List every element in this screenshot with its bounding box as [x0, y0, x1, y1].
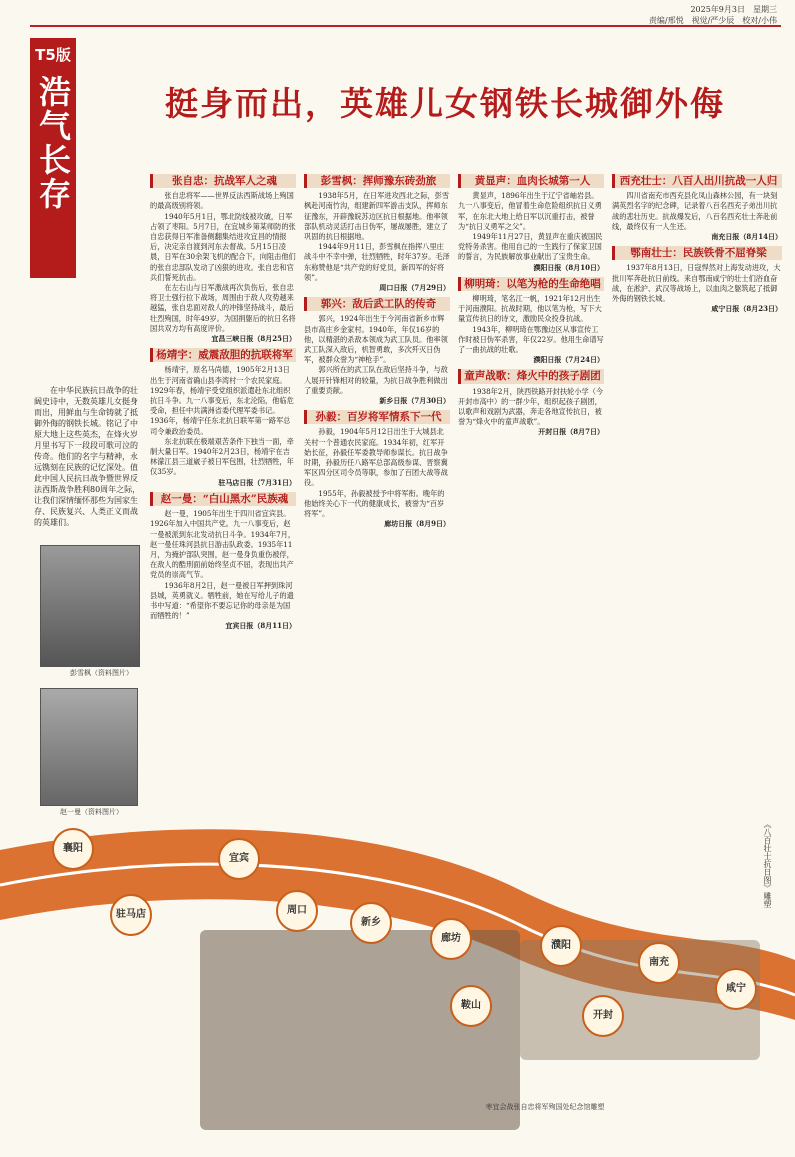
route-stop: 鞍山 — [450, 985, 492, 1027]
paragraph: 赵一曼，1905年出生于四川省宜宾县。1926年加入中国共产党。九一八事变后，赵一曼被派到东北发动抗日斗争。1934年7月，赵一曼任珠河县抗日游击队政委。1935年11月，为掩护部队突围，赵一曼身负重伤被俘，在敌人的酷刑面前始终坚贞不屈，表现出共产党员的崇高气节。 — [150, 509, 296, 580]
route-stop: 周口 — [276, 890, 318, 932]
section-heading: 张自忠：抗战军人之魂 — [150, 174, 296, 188]
section-heading: 童声战歌：烽火中的孩子剧团 — [458, 369, 604, 383]
paragraph: 1936年8月2日，赵一曼被日军押到珠河县城，英勇就义。牺牲前，她在写给儿子的遗书中写道：“希望你不要忘记你的母亲是为国而牺牲的！” — [150, 580, 294, 621]
section-heading: 赵一曼：“白山黑水”民族魂 — [150, 492, 296, 506]
headline: 挺身而出，英雄儿女钢铁长城御外侮 — [165, 84, 725, 123]
article-column — [150, 170, 296, 810]
route-stop: 廊坊 — [430, 918, 472, 960]
section-title: 浩气长存 — [34, 75, 72, 211]
photo-caption: 赵一曼（资料图片） — [60, 808, 123, 816]
source-note: 开封日报（8月7日） — [538, 427, 604, 437]
paragraph: 柳明琦，笔名江一帆，1921年12月出生于河南濮阳。抗战时期，他以笔为枪，写下大量宣传抗日的诗文，激励民众投身抗战。 — [458, 294, 602, 324]
section-heading: 黄显声：血肉长城第一人 — [458, 174, 604, 188]
section-banner — [30, 38, 76, 278]
source-note: 南充日报（8月14日） — [711, 232, 782, 242]
paragraph: 杨靖宇，原名马尚德，1905年2月13日出生于河南省确山县李湾村一个农民家庭。1929年春，杨靖宇受党组织派遣赴东北组织抗日斗争。九一八事变后，东北沦陷，他临危受命，担任中共满洲省委代理军委书记。1936年，杨靖宇任东北抗日联军第一路军总司令兼政治委员。 — [150, 365, 294, 436]
paragraph: 郭兴所在的武工队在敌后坚持斗争，与敌人展开针锋相对的较量，为抗日战争胜利做出了重要贡献。 — [304, 365, 448, 395]
source-note: 濮阳日报（7月24日） — [533, 355, 604, 365]
photo-caption: 彭雪枫（资料图片） — [70, 669, 133, 677]
paragraph: 1940年5月1日，鄂北防线被攻破，日军占领了枣阳。5月7日，在宜城乡第某师防的张自忠获得日军准备侧翻集结进攻宜昌的情报后，决定亲自渡到河东去督战。5月15日凌晨，日军在30余架飞机的配合下，向阻击他们的张自忠部队发动了凶狠的进攻。张自忠和官兵们誓死抗击。 — [150, 211, 296, 282]
portrait-photo — [40, 545, 140, 667]
source-note: 周口日报（7月29日） — [379, 283, 450, 293]
source-note: 廊坊日报（8月9日） — [384, 519, 450, 529]
paragraph: 1937年8月13日，日寇悍然对上海发动进攻，大批川军奔赴抗日前线。来自鄂南咸宁的壮士们浴血奋战，在淞沪、武汉等战场上，以血肉之躯筑起了抵御外侮的钢铁长城。 — [612, 263, 781, 304]
route-stop: 南充 — [638, 942, 680, 984]
article-column — [304, 170, 450, 810]
paragraph: 1955年，孙毅被授予中将军衔。晚年的他始终关心下一代的健康成长，被誉为“百岁将军”。 — [304, 488, 445, 519]
source-note: 宜宾日报（8月11日） — [225, 621, 296, 631]
paragraph: 孙毅，1904年5月12日出生于大城县北关村一个普通农民家庭。1934年初，红军开始长征，孙毅任军委教导师参谋长。抗日战争时期，孙毅历任八路军总部高级参谋、晋察冀军区四分区司令员等职，参加了百团大战等战役。 — [304, 427, 448, 488]
section-heading: 鄂南壮士：民族铁骨不屈脊梁 — [612, 246, 782, 260]
source-note: 宜昌三峡日报（8月25日） — [211, 334, 296, 344]
section-heading: 西充壮士：八百人出川抗战一人归 — [612, 174, 782, 188]
source-note: 驻马店日报（7月31日） — [218, 477, 296, 487]
paragraph: 1938年2月，陕西铁路开封扶轮小学（今开封市高中）的一群少年，组织起孩子剧团，以歌声和戏剧为武器，奔走各地宣传抗日，被誉为“烽火中的童声战歌”。 — [458, 386, 604, 427]
paragraph: 1938年5月，在日军进攻西北之际，彭雪枫赴河南竹沟，组建新四军游击支队，挥师东征豫东，开辟豫皖苏边区抗日根据地。他率领部队机动灵活打击日伪军，屡战屡胜，建立了巩固的抗日根据地。 — [304, 191, 450, 242]
paragraph: 东北抗联在极端艰苦条件下独当一面，牵制大量日军。1940年2月23日，杨靖宇在吉林濛江县三道崴子被日军包围，壮烈牺牲，年仅35岁。 — [150, 436, 294, 477]
route-ribbon — [0, 810, 795, 1153]
issue-date: 2025年9月3日 星期三 — [690, 5, 777, 14]
page-header — [0, 0, 795, 30]
paragraph: 张自忠将军——世界反法西斯战场上殉国的最高级别将领。 — [150, 191, 294, 211]
paragraph: 1944年9月11日，彭雪枫在指挥八里庄战斗中不幸中弹，壮烈牺牲，时年37岁。毛泽东称赞他是“共产党的好党员，新四军的好将领”。 — [304, 242, 450, 282]
paragraph: 1949年11月27日，黄显声在重庆被国民党特务杀害。他用自己的一生践行了保家卫国的誓言，为民族解放事业献出了宝贵生命。 — [458, 232, 603, 262]
section-heading: 郭兴：敌后武工队的传奇 — [304, 297, 450, 311]
editor-credits: 责编/邢悦 视觉/严少辰 校对/小伟 — [648, 16, 777, 25]
paragraph: 黄显声，1896年出生于辽宁省岫岩县。九一八事变后，他冒着生命危险组织抗日义勇军，在东北大地上给日军以沉重打击，被誉为“抗日义勇军之父”。 — [458, 191, 602, 231]
page-number: T5版 — [35, 46, 71, 64]
sculpture-caption: 枣宜会战张自忠将军殉国处纪念馆雕塑 — [485, 1103, 605, 1111]
article-column — [458, 170, 604, 770]
paragraph: 四川省南充市西充县化凤山森林公园，有一块刻满英烈名字的纪念碑，记录着八百名西充子弟出川抗战的悲壮历史。抗战爆发后，八百名西充壮士奔赴前线，最终仅有一人生还。 — [612, 191, 778, 231]
route-graphic — [0, 810, 795, 1153]
section-heading: 孙毅：百岁将军情系下一代 — [304, 410, 450, 424]
paragraph: 郭兴，1924年出生于今河南省新乡市辉县市高庄乡金家村。1940年，年仅16岁的他，以精湛的杀敌本领成为武工队员。他率领武工队深入敌后，机智勇敢，多次歼灭日伪军，被群众誉为“神枪手”。 — [304, 314, 448, 365]
sculpture-caption: 《八百壮士抗日图》雕塑 — [763, 820, 772, 908]
route-stop: 开封 — [582, 995, 624, 1037]
route-stop: 驻马店 — [110, 894, 152, 936]
section-heading: 彭雪枫：挥师豫东砖劲旅 — [304, 174, 450, 188]
article-column — [612, 170, 782, 770]
route-stop: 宜宾 — [218, 838, 260, 880]
route-stop: 咸宁 — [715, 968, 757, 1010]
section-heading: 柳明琦：以笔为枪的生命绝唱 — [458, 277, 604, 291]
section-heading: 杨靖宇：威震敌胆的抗联将军 — [150, 348, 296, 362]
paragraph: 在左右山与日军激战再次负伤后，张自忠将卫士强行拉下战场，周围由于敌人攻势越来越猛，张自忠面对敌人的冲锋坚持战斗，最后壮烈殉国，时年49岁。为国捐躯后的抗日名将国共双方均有高度评价。 — [150, 283, 296, 333]
paragraph: 1943年，柳明琦在鄂豫边区从事宣传工作时被日伪军杀害，年仅22岁。他用生命谱写了一曲抗战的壮歌。 — [458, 324, 604, 355]
source-note: 濮阳日报（8月10日） — [533, 262, 604, 272]
header-rule — [30, 25, 781, 27]
portrait-photo — [40, 688, 138, 806]
route-stop: 襄阳 — [52, 828, 94, 870]
source-note: 新乡日报（7月30日） — [379, 396, 450, 406]
route-stop: 新乡 — [350, 902, 392, 944]
source-note: 咸宁日报（8月23日） — [711, 304, 782, 314]
intro-text: 在中华民族抗日战争的壮阔史诗中，无数英雄儿女挺身而出，用鲜血与生命铸就了抵御外侮的钢铁长城。铭记了中原大地上这些英杰，在烽火岁月里书写下一段段可歌可泣的传奇。他们的名字与精神，永远镌刻在民族的记忆深处。值此中国人民抗日战争暨世界反法西斯战争胜利80周年之际，让我们深情缅怀那些为国家生存、民族复兴、人类正义而战的英雄们。 — [34, 386, 141, 527]
route-stop: 濮阳 — [540, 925, 582, 967]
